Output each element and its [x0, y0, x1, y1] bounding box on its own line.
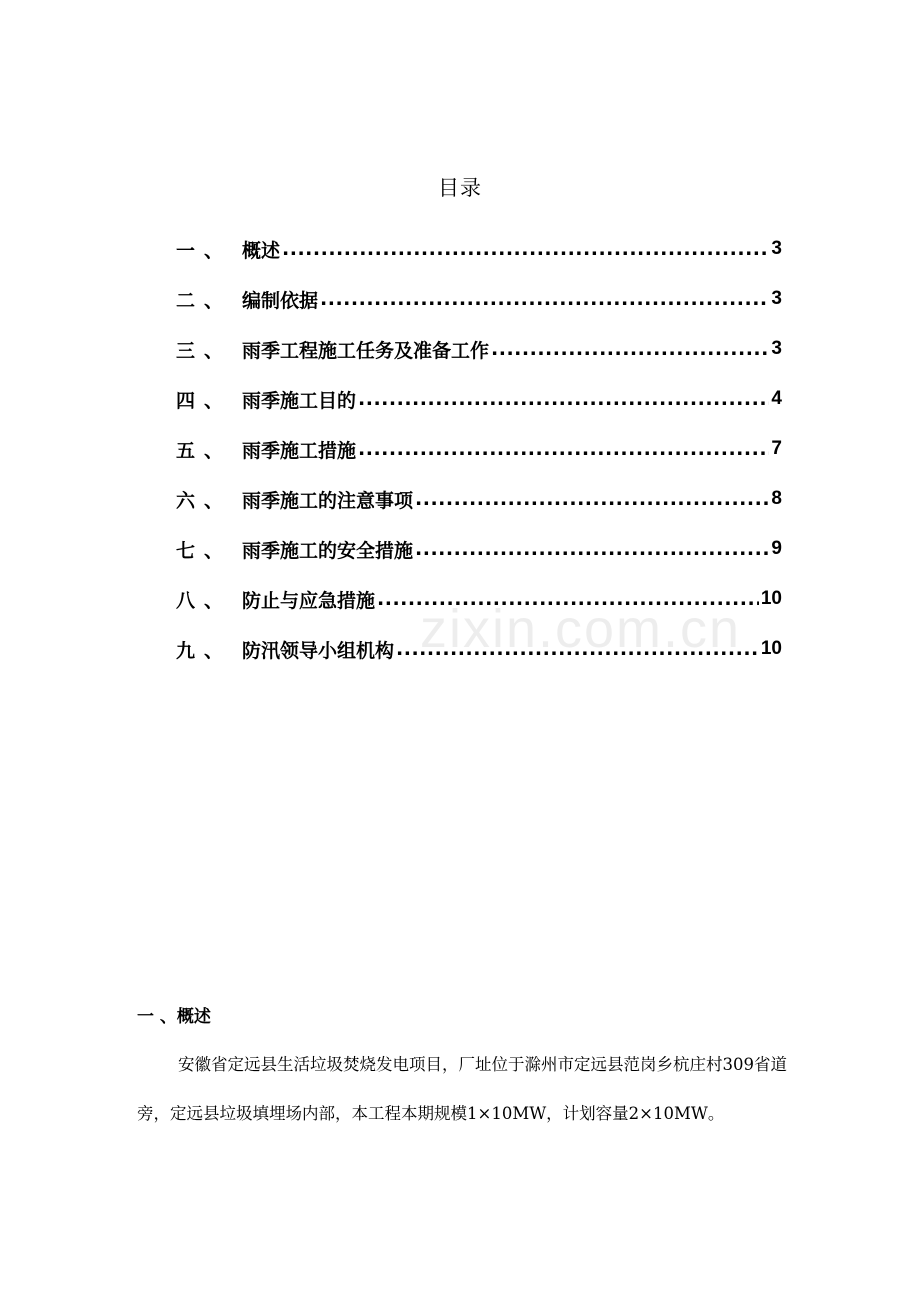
toc-leader-dots — [491, 338, 769, 360]
toc-entry[interactable] — [176, 474, 782, 524]
toc-entry-label: 防止与应急措施 — [242, 589, 376, 612]
toc-title: 目录 — [438, 176, 482, 200]
toc-entry-separator: 、 — [204, 639, 224, 662]
toc-entry-page: 3 — [771, 288, 782, 309]
toc-entry-number: 六 — [176, 489, 196, 512]
toc-entry[interactable] — [176, 224, 782, 274]
toc-entry-page: 8 — [771, 488, 782, 509]
section-paragraph: 安徽省定远县生活垃圾焚烧发电项目，厂址位于滁州市定远县范岗乡杭庄村309省道旁，定远县垃圾填埋场内部，本工程本期规模1×10MW，计划容量2×10MW。 — [137, 1055, 787, 1123]
toc-entry-number: 八 — [176, 589, 196, 612]
toc-leader-dots — [282, 238, 769, 260]
toc-entry-label: 雨季施工目的 — [242, 389, 357, 412]
toc-entry-separator: 、 — [204, 389, 224, 412]
toc-entry-number: 五 — [176, 439, 196, 462]
toc-leader-dots — [415, 538, 769, 560]
toc-entry-number: 九 — [176, 639, 196, 662]
toc-entry-number: 七 — [176, 539, 196, 562]
toc-entry[interactable] — [176, 374, 782, 424]
toc-entry[interactable] — [176, 424, 782, 474]
toc-entry-separator: 、 — [204, 339, 224, 362]
toc-leader-dots — [320, 288, 769, 310]
toc-entry-label: 雨季施工的安全措施 — [242, 539, 414, 562]
toc-entry-page: 7 — [771, 438, 782, 459]
toc-entry-label: 雨季施工措施 — [242, 439, 357, 462]
toc-entry-separator: 、 — [204, 289, 224, 312]
toc-entry-separator: 、 — [204, 489, 224, 512]
toc-entry-separator: 、 — [204, 239, 224, 262]
toc-entry-page: 4 — [771, 388, 782, 409]
toc-entry-number: 四 — [176, 389, 196, 412]
toc-entry-page: 10 — [760, 588, 782, 609]
toc-entry-label: 雨季施工的注意事项 — [242, 489, 414, 512]
toc-entry-number: 三 — [176, 339, 196, 362]
toc-entry-label: 编制依据 — [242, 289, 319, 312]
toc-entry-page: 10 — [760, 638, 782, 659]
toc-entry-number: 一 — [176, 239, 196, 262]
toc-entry-label: 雨季工程施工任务及准备工作 — [242, 339, 490, 362]
toc-entry-page: 9 — [771, 538, 782, 559]
toc-entry-label: 防汛领导小组机构 — [242, 639, 395, 662]
watermark-text: zixin.com.cn — [420, 599, 742, 659]
toc-entry-label: 概述 — [242, 239, 281, 262]
toc-entry[interactable] — [176, 324, 782, 374]
toc-entry-number: 二 — [176, 289, 196, 312]
toc-entry[interactable] — [176, 274, 782, 324]
toc-leader-dots — [358, 388, 769, 410]
toc-entry-page: 3 — [771, 338, 782, 359]
toc-entry-page: 3 — [771, 238, 782, 259]
toc-entry[interactable] — [176, 524, 782, 574]
section-heading: 一 、概述 — [137, 1007, 211, 1027]
toc-entry-separator: 、 — [204, 439, 224, 462]
toc-leader-dots — [415, 488, 769, 510]
toc-entry-separator: 、 — [204, 539, 224, 562]
toc-entry-separator: 、 — [204, 589, 224, 612]
toc-leader-dots — [358, 438, 769, 460]
